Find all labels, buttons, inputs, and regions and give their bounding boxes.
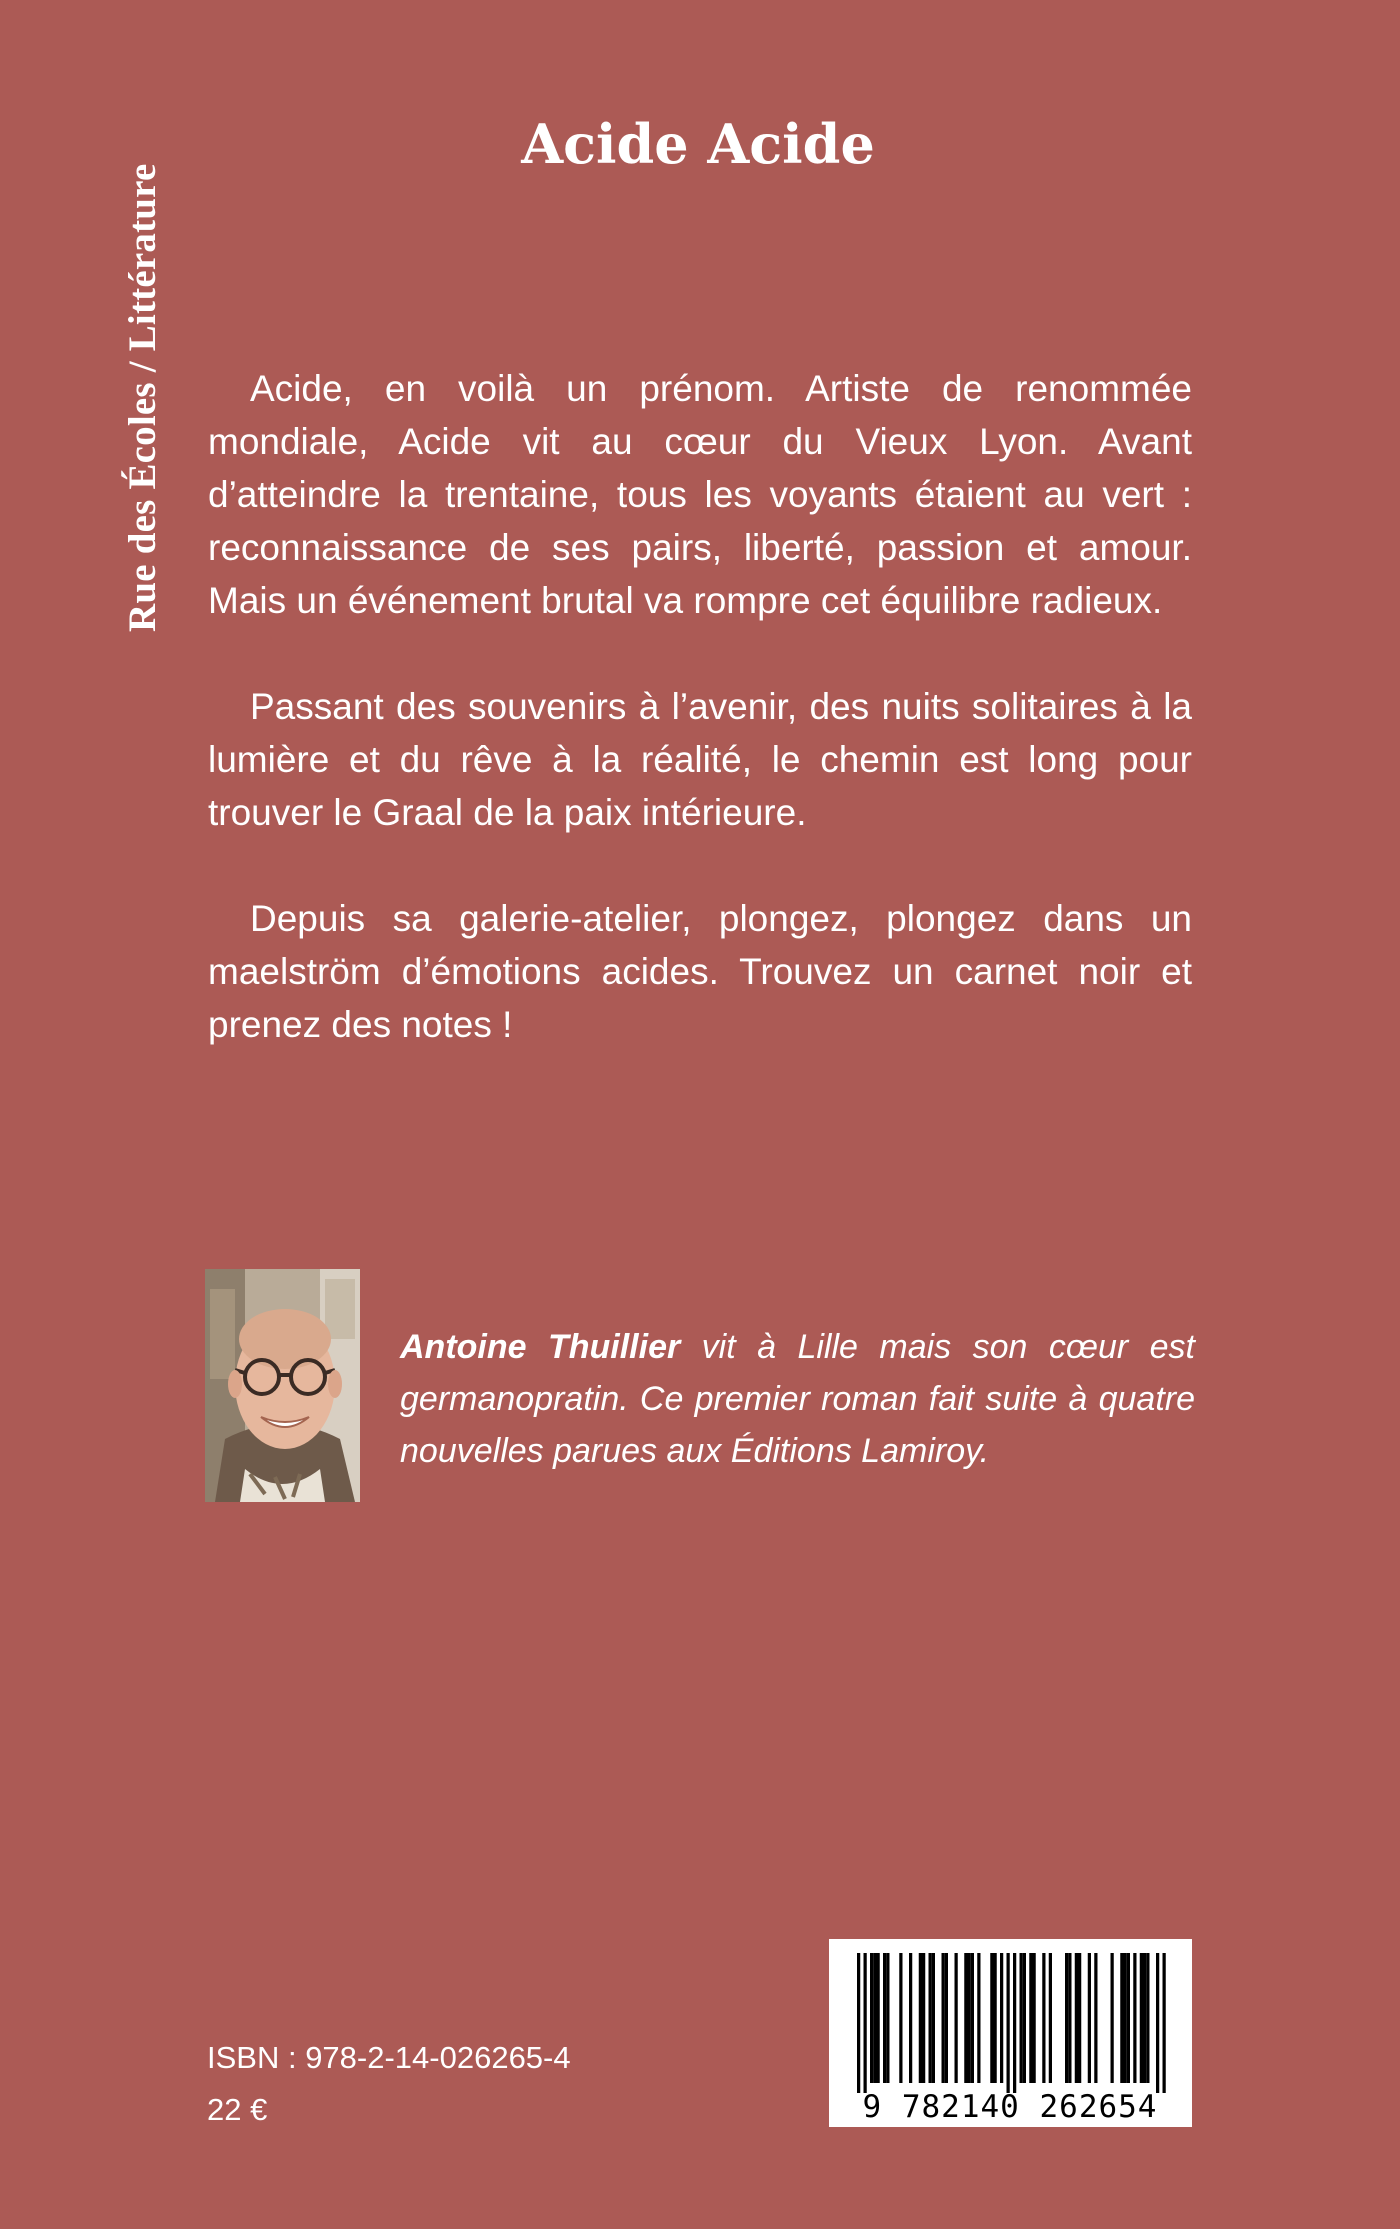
- barcode-bar: [922, 1953, 925, 2083]
- barcode-bar: [877, 1953, 880, 2083]
- isbn: ISBN : 978-2-14-026265-4: [207, 2040, 571, 2075]
- barcode-bar: [909, 1953, 912, 2083]
- barcode-bar: [1111, 1953, 1114, 2083]
- barcode-bar: [929, 1953, 932, 2083]
- barcode-bar: [1078, 1953, 1081, 2083]
- barcode-bars-icon: [857, 1953, 1166, 2093]
- collection-label: Rue des Écoles / Littérature: [121, 163, 164, 632]
- barcode-bar: [1146, 1953, 1149, 2083]
- barcode-bar: [883, 1953, 886, 2083]
- barcode-bar: [1133, 1953, 1136, 2083]
- barcode-bar: [1163, 1953, 1166, 2093]
- barcode-bar: [1000, 1953, 1003, 2083]
- barcode-bar: [1120, 1953, 1123, 2083]
- barcode-bar: [1033, 1953, 1036, 2083]
- barcode-bar: [886, 1953, 889, 2083]
- barcode-bar: [968, 1953, 971, 2083]
- barcode-bar: [1065, 1953, 1068, 2083]
- barcode-bar: [1049, 1953, 1052, 2083]
- blurb-paragraph: Passant des souvenirs à l’avenir, des nuits solitaires à la lumière et du rêve à la réalité, le chemin est long pour trouver le Graal de la paix intérieure.: [208, 686, 1192, 833]
- barcode: [829, 1939, 1192, 2127]
- barcode-bar: [873, 1953, 876, 2083]
- barcode-bar: [1007, 1953, 1010, 2093]
- barcode-bar: [1029, 1953, 1032, 2083]
- author-photo: [205, 1269, 360, 1502]
- barcode-bar: [1094, 1953, 1097, 2083]
- author-bio: [400, 1321, 1195, 1477]
- author-name: Antoine Thuillier: [400, 1328, 681, 1366]
- barcode-bar: [977, 1953, 980, 2083]
- price: 22 €: [207, 2092, 268, 2127]
- author-bio-text: vit à Lille mais son cœur est germanopratin. Ce premier roman fait suite à quatre nouvelles parues aux Éditions Lamiroy.: [400, 1328, 1195, 1470]
- barcode-bar: [955, 1953, 958, 2083]
- barcode-bar: [1156, 1953, 1159, 2093]
- barcode-bar: [1042, 1953, 1045, 2083]
- barcode-bar: [919, 1953, 922, 2083]
- barcode-bar: [1143, 1953, 1146, 2083]
- barcode-bar: [1068, 1953, 1071, 2083]
- barcode-bar: [932, 1953, 935, 2083]
- barcode-bar: [945, 1953, 948, 2083]
- barcode-bar: [870, 1953, 873, 2083]
- barcode-bar: [990, 1953, 993, 2083]
- blurb-paragraph: Depuis sa galerie-atelier, plongez, plongez dans un maelström d’émotions acides. Trouvez un carnet noir et prenez des notes !: [208, 898, 1192, 1045]
- barcode-bar: [1088, 1953, 1091, 2083]
- barcode-bar: [899, 1953, 902, 2083]
- blurb-paragraph: Acide, en voilà un prénom. Artiste de renommée mondiale, Acide vit au cœur du Vieux Lyon. Avant d’atteindre la trentaine, tous les voyants étaient au vert : reconnaissance de ses pairs, liberté, passion et amour. Mais un événement brutal va rompre cet équilibre radieux.: [208, 368, 1192, 621]
- barcode-bar: [1075, 1953, 1078, 2083]
- book-title: Acide Acide: [521, 112, 875, 176]
- barcode-bar: [942, 1953, 945, 2083]
- barcode-bar: [1023, 1953, 1026, 2083]
- barcode-bar: [857, 1953, 860, 2093]
- barcode-digits: 9 782140 262654: [862, 2089, 1158, 2125]
- barcode-bar: [864, 1953, 867, 2093]
- barcode-bar: [964, 1953, 967, 2083]
- barcode-bar: [1020, 1953, 1023, 2083]
- barcode-bar: [1140, 1953, 1143, 2083]
- barcode-bar: [1127, 1953, 1130, 2083]
- barcode-bar: [971, 1953, 974, 2083]
- blurb: [208, 362, 1192, 1104]
- barcode-bar: [994, 1953, 997, 2083]
- barcode-bar: [1013, 1953, 1016, 2093]
- barcode-bar: [1124, 1953, 1127, 2083]
